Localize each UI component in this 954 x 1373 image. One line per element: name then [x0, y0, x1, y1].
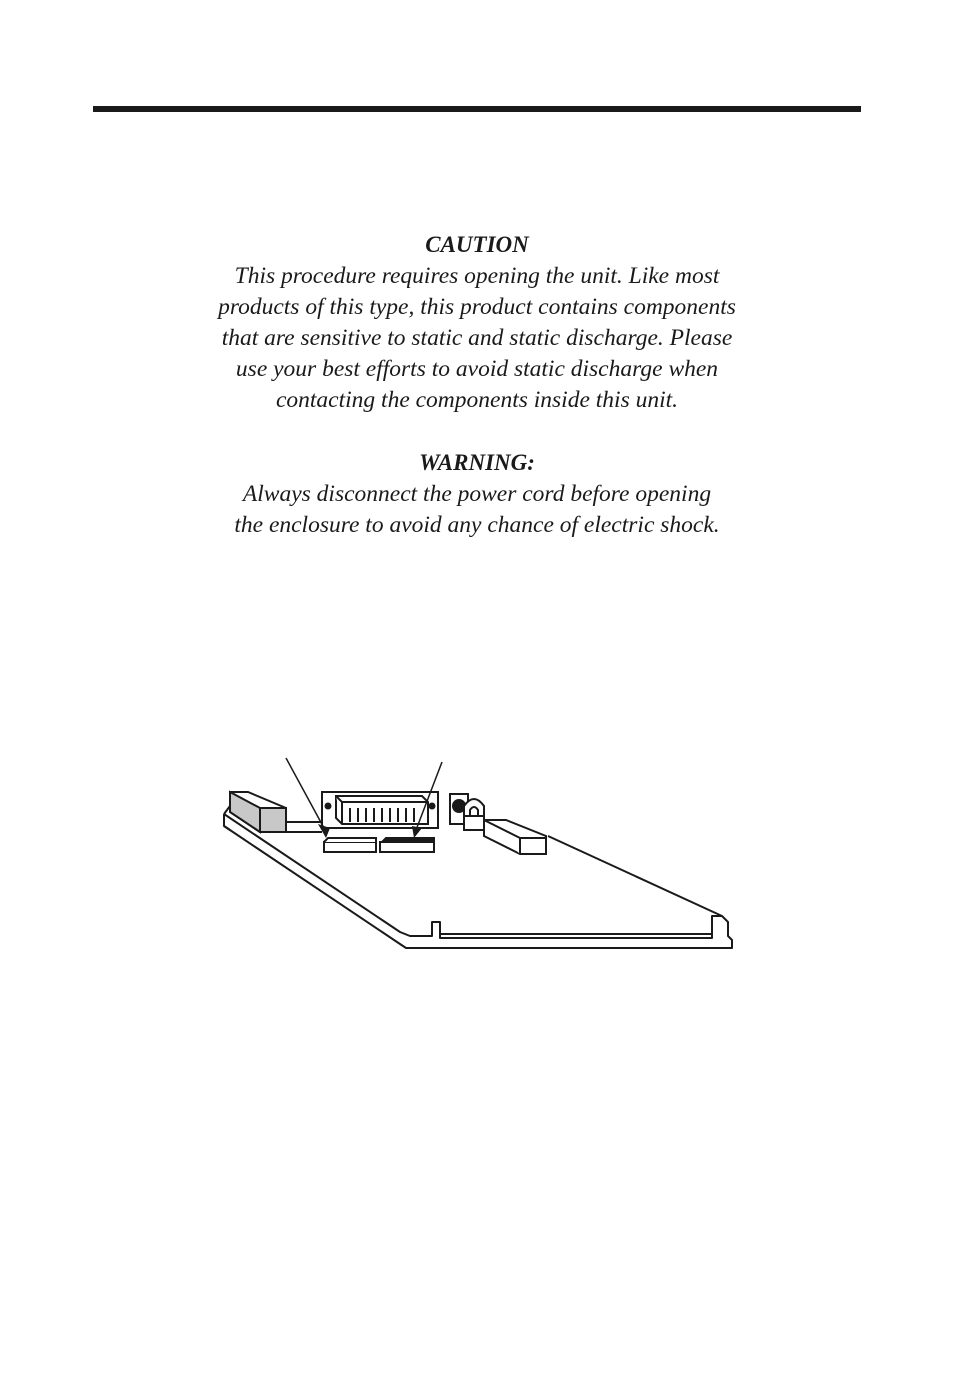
warning-heading: WARNING: — [419, 450, 535, 475]
circuit-board-icon — [210, 750, 750, 960]
caution-line-2: products of this type, this product contains components — [218, 294, 736, 320]
caution-notice — [150, 229, 804, 416]
caution-heading: CAUTION — [425, 232, 529, 257]
caution-line-1: This procedure requires opening the unit. Like most — [234, 263, 720, 289]
warning-line-2: the enclosure to avoid any chance of electric shock. — [234, 512, 720, 538]
warning-line-1: Always disconnect the power cord before opening — [242, 481, 712, 507]
top-rule — [93, 106, 861, 112]
warning-notice — [150, 447, 804, 541]
caution-line-5: contacting the components inside this unit. — [275, 387, 679, 413]
caution-line-4: use your best efforts to avoid static discharge when — [235, 356, 719, 382]
caution-line-3: that are sensitive to static and static discharge. Please — [221, 325, 733, 351]
circuit-board-illustration — [210, 750, 750, 960]
